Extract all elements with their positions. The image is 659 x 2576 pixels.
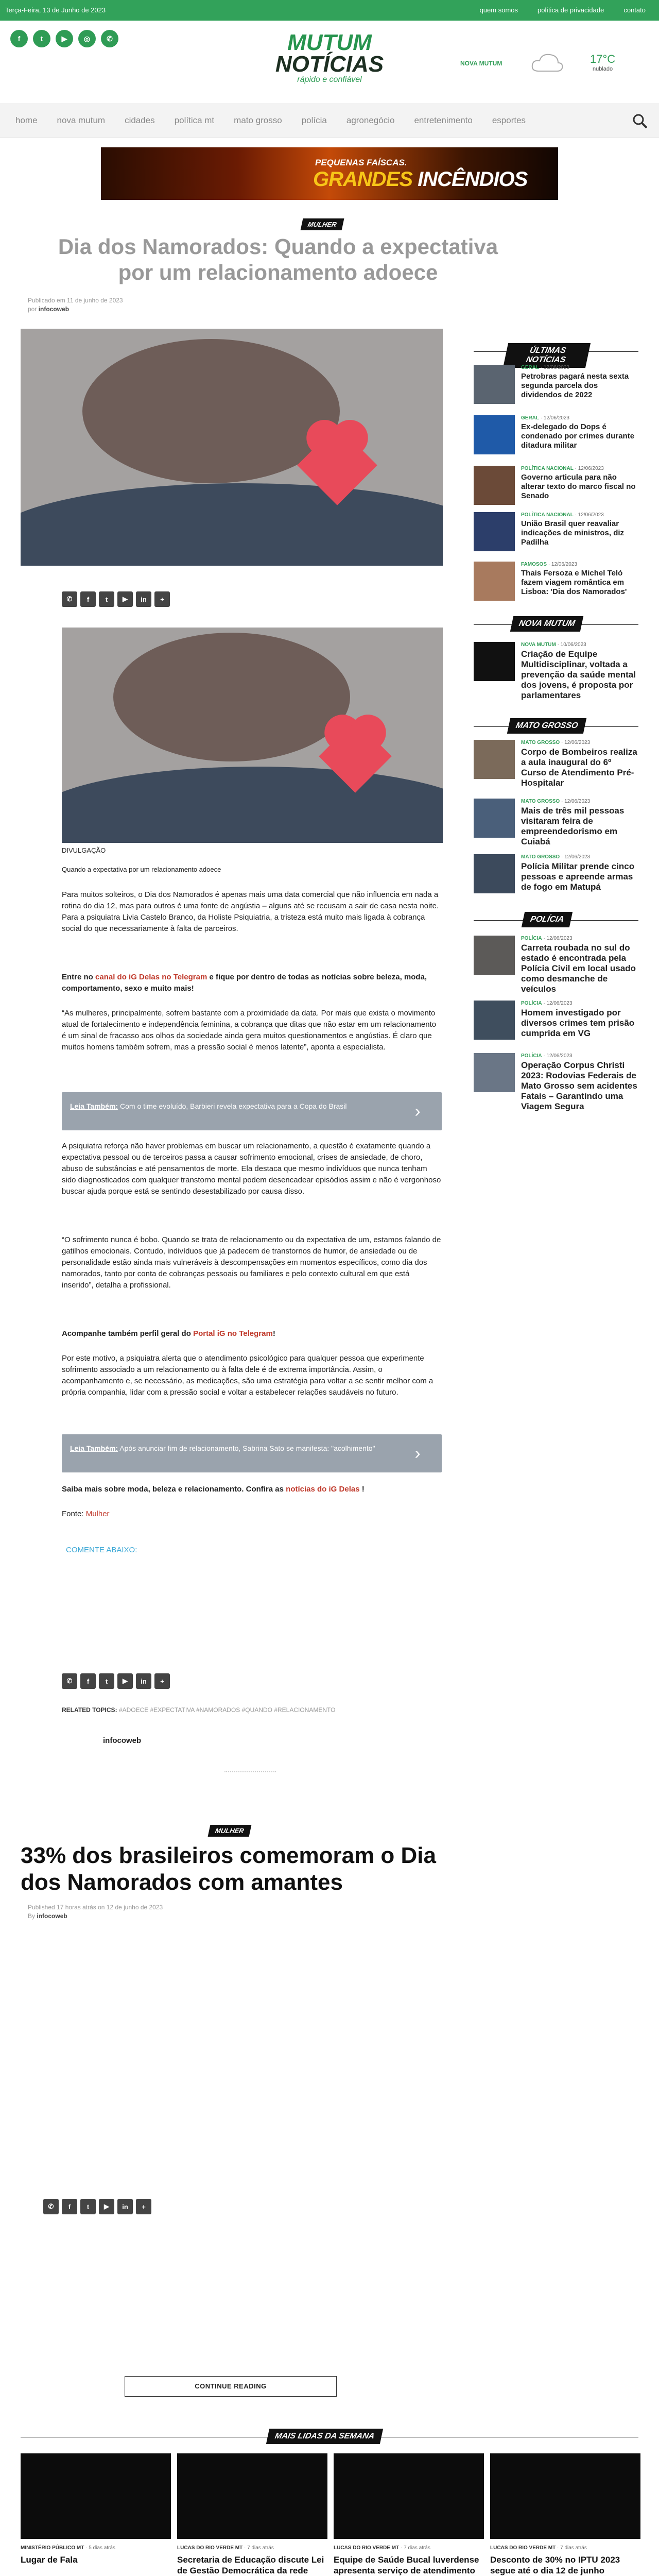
article2-meta	[28, 1903, 163, 1921]
author-link[interactable]: infocoweb	[38, 306, 70, 313]
thumbnail	[474, 854, 515, 893]
sidebar-nova-heading: NOVA MUTUM	[506, 616, 588, 632]
nav-esportes[interactable]: esportes	[492, 115, 526, 125]
most-read-meta: LUCAS DO RIO VERDE MT · 7 dias atrás	[334, 2545, 430, 2551]
thumbnail	[474, 1001, 515, 1040]
logo-line1: MUTUM	[287, 30, 372, 55]
related-box-2[interactable]	[62, 1434, 442, 1472]
author-link[interactable]: infocoweb	[37, 1912, 67, 1920]
comments-heading: COMENTE ABAIXO:	[66, 1546, 137, 1554]
sidebar-item[interactable]: POLÍCIA · 12/06/2023 Carreta roubada no sul do estado é encontrada pela Polícia Civil em local usado como desmanche de veículos	[474, 936, 638, 997]
sidebar-item-title: Polícia Militar prende cinco pessoas e apreende armas de fogo em Matupá	[521, 861, 635, 892]
sidebar-ultimas-heading: ÚLTIMAS NOTÍCIAS	[506, 343, 588, 368]
paragraph-1: Para muitos solteiros, o Dia dos Namorados é apenas mais uma data comercial que não influencia em nada a rotina do dia 12, mas para outros é uma fonte de angústia – alguns até se recusam a sair de casa nesta noite. Para a psiquiatra Livia Castelo Branco, da Holiste Psiquiatria, a tristeza está muito mais ligada à cobrança social do que necessariamente à falta de parceiros.	[62, 890, 439, 933]
related-text: Após anunciar fim de relacionamento, Sabrina Sato se manifesta: "acolhimento"	[119, 1444, 375, 1452]
ad-banner[interactable]	[101, 147, 558, 200]
nav-entretenimento[interactable]: entretenimento	[414, 115, 473, 125]
top-link-privacidade[interactable]: política de privacidade	[537, 6, 604, 14]
share-bar-article2	[43, 2199, 151, 2214]
top-links	[480, 6, 646, 14]
weather-widget	[590, 53, 615, 72]
author-box-name[interactable]: infocoweb	[103, 1736, 142, 1745]
facebook-icon[interactable]: f	[80, 591, 96, 607]
plus-icon[interactable]: +	[154, 1673, 170, 1689]
nav-policia[interactable]: polícia	[301, 115, 327, 125]
ad-line2a: GRANDES	[313, 168, 413, 191]
cloud-icon	[529, 50, 565, 74]
thumbnail	[474, 642, 515, 681]
thumbnail	[474, 466, 515, 505]
sidebar-policia-heading: POLÍCIA	[506, 912, 588, 927]
ig-delas-link[interactable]: notícias do iG Delas	[286, 1485, 360, 1494]
most-read-title[interactable]: Secretaria de Educação discute Lei de Gestão Democrática da rede	[177, 2555, 324, 2575]
sidebar-item-title: Mais de três mil pessoas visitaram feira de empreendedorismo em Cuiabá	[521, 806, 625, 846]
site-logo[interactable]	[263, 32, 396, 84]
sidebar-item[interactable]: POLÍCIA · 12/06/2023 Homem investigado por diversos crimes tem prisão cumprida em VG	[474, 1001, 638, 1047]
ad-line1: PEQUENAS FAÍSCAS.	[315, 158, 407, 167]
weather-condition: nublado	[593, 66, 613, 72]
most-read-image[interactable]	[21, 2453, 171, 2539]
sidebar-item[interactable]: MATO GROSSO · 12/06/2023 Polícia Militar prende cinco pessoas e apreende armas de fogo em Matupá	[474, 854, 638, 906]
telegram-link[interactable]: canal do iG Delas no Telegram	[95, 973, 207, 981]
source-link[interactable]: Mulher	[85, 1510, 110, 1518]
sidebar-item[interactable]: MATO GROSSO · 12/06/2023 Corpo de Bombeiros realiza a aula inaugural do 6º Curso de Atendimento Pré-Hospitalar	[474, 740, 638, 791]
thumbnail	[474, 740, 515, 779]
paragraph-6: Acompanhe também perfil geral do Portal iG no Telegram!	[62, 1329, 275, 1338]
chevron-right-icon: ›	[414, 1101, 421, 1121]
featured-image	[21, 329, 443, 566]
top-link-contato[interactable]: contato	[623, 6, 646, 14]
related-label: Leia Também:	[70, 1444, 118, 1452]
category-badge: MULHER	[301, 218, 344, 230]
chevron-right-icon: ›	[414, 1444, 421, 1463]
share-bar-top	[62, 591, 170, 607]
nav-nova-mutum[interactable]: nova mutum	[57, 115, 106, 125]
sidebar-item-title: Operação Corpus Christi 2023: Rodovias Federais de Mato Grosso sem acidentes Fatais – Garantindo uma Viagem Segura	[521, 1060, 637, 1111]
top-bar	[0, 0, 659, 21]
by-label: By	[28, 1912, 36, 1920]
nav-mato-grosso[interactable]: mato grosso	[234, 115, 282, 125]
sidebar-item-title: Thais Fersoza e Michel Teló fazem viagem romântica em Lisboa: 'Dia dos Namorados'	[521, 569, 627, 596]
whatsapp-icon[interactable]: ✆	[43, 2199, 59, 2214]
facebook-icon[interactable]: f	[62, 2199, 77, 2214]
plus-icon[interactable]: +	[136, 2199, 151, 2214]
article2-title[interactable]: 33% dos brasileiros comemoram o Dia dos Namorados com amantes	[21, 1843, 436, 1895]
sidebar-item[interactable]: POLÍTICA NACIONAL · 12/06/2023 União Brasil quer reavaliar indicações de ministros, diz Padilha	[474, 512, 638, 553]
twitter-icon[interactable]: t	[99, 591, 114, 607]
article-meta	[28, 296, 123, 314]
nav-agronegocio[interactable]: agronegócio	[346, 115, 395, 125]
most-read-meta: LUCAS DO RIO VERDE MT · 7 dias atrás	[177, 2545, 274, 2551]
ad-line2	[313, 168, 527, 191]
sidebar-item[interactable]: GERAL · 12/06/2023 Ex-delegado do Dops é condenado por crimes durante ditadura militar	[474, 415, 638, 456]
continue-reading-button[interactable]: CONTINUE READING	[125, 2376, 337, 2397]
ad-line2b: INCÊNDIOS	[418, 168, 528, 191]
related-label: Leia Também:	[70, 1102, 118, 1110]
facebook-icon[interactable]: f	[80, 1673, 96, 1689]
most-read-meta: MINISTÉRIO PÚBLICO MT · 5 dias atrás	[21, 2545, 115, 2551]
paragraph-5: “O sofrimento nunca é bobo. Quando se trata de relacionamento ou da expectativa de um, estamos falando de gatilhos emocionais. Contudo, indivíduos que já padecem de transtornos de humor, de ansiedade ou de personalidade estão ainda mais vulneráveis à descompensações em momentos específicos, como dia dos namorados, tanto por conta de cobranças pessoais ou familiares e pelo contexto cultural em que está inserido”, detalha a profissional.	[62, 1235, 441, 1290]
whatsapp-icon[interactable]: ✆	[62, 591, 77, 607]
instagram-icon[interactable]: ◎	[78, 30, 96, 47]
nav-politica-mt[interactable]: política mt	[174, 115, 215, 125]
top-link-quem-somos[interactable]: quem somos	[479, 6, 518, 14]
sidebar-mt-heading: MATO GROSSO	[506, 718, 588, 734]
image-caption: Quando a expectativa por um relacionamento adoece	[62, 866, 221, 873]
thumbnail	[474, 799, 515, 838]
most-read-meta: LUCAS DO RIO VERDE MT · 7 dias atrás	[490, 2545, 587, 2551]
article-image	[62, 628, 443, 843]
most-read-image[interactable]	[334, 2453, 484, 2539]
tags-list[interactable]: #ADOECE #EXPECTATIVA #NAMORADOS #QUANDO #RELACIONAMENTO	[118, 1706, 336, 1714]
youtube-icon[interactable]: ▶	[99, 2199, 114, 2214]
sidebar-item-title: Governo articula para não alterar texto do marco fiscal no Senado	[521, 473, 636, 500]
main-nav	[0, 103, 659, 138]
sidebar-item[interactable]: FAMOSOS · 12/06/2023 Thais Fersoza e Michel Teló fazem viagem romântica em Lisboa: 'Dia dos Namorados'	[474, 562, 638, 603]
separator	[224, 1771, 276, 1773]
sidebar-item-title: Carreta roubada no sul do estado é encontrada pela Polícia Civil em local usado como desmanche de veículos	[521, 943, 636, 994]
weather-temp: 17°C	[590, 53, 616, 65]
logo-tagline: rápido e confiável	[297, 75, 362, 84]
sidebar-item[interactable]: NOVA MUTUM · 10/06/2023 Criação de Equipe Multidisciplinar, voltada a prevenção da saúde mental dos jovens, é proposta por parlamentares	[474, 642, 638, 699]
current-date: Terça-Feira, 13 de Junho de 2023	[5, 6, 106, 14]
sidebar-item[interactable]: POLÍCIA · 12/06/2023 Operação Corpus Christi 2023: Rodovias Federais de Mato Grosso sem acidentes Fatais – Garantindo uma Viagem Segura	[474, 1053, 638, 1115]
sidebar-item-title: Petrobras pagará nesta sexta segunda parcela dos dividendos de 2022	[521, 372, 629, 399]
thumbnail	[474, 936, 515, 975]
paragraph-3: “As mulheres, principalmente, sofrem bastante com a proximidade da data. Por mais que exista o movimento atual de fortalecimento e independência feminina, a cobrança que ditas que não estar em um relacionamento é um sinal de fracasso aos olhos da sociedade ainda gera muitos questionamentos e angústias. É claro que muitos homens também sofrem, mas a pressão social é menos latente”, aponta a especialista.	[62, 1009, 437, 1052]
social-links	[10, 30, 118, 47]
paragraph-7: Por este motivo, a psiquiatra alerta que o atendimento psicológico para qualquer pessoa que experimente sofrimento associado a um relacionamento ou à falta dele é de extrema importância. Assim, o acompanhamento e, se necessário, as medicações, são uma estratégia para voltar a se sentir melhor com a própria companhia, lidar com a pressão social e voltar a estabelecer relações saudáveis no futuro.	[62, 1354, 433, 1397]
search-icon[interactable]	[632, 113, 648, 129]
twitter-icon[interactable]: t	[33, 30, 50, 47]
thumbnail	[474, 365, 515, 404]
nav-cidades[interactable]: cidades	[125, 115, 155, 125]
twitter-icon[interactable]: t	[80, 2199, 96, 2214]
facebook-icon[interactable]: f	[10, 30, 28, 47]
thumbnail	[474, 1053, 515, 1092]
header-nova-mutum-link[interactable]: NOVA MUTUM	[460, 60, 502, 67]
whatsapp-icon[interactable]: ✆	[62, 1673, 77, 1689]
nav-home[interactable]: home	[15, 115, 38, 125]
related-box-1[interactable]	[62, 1092, 442, 1130]
article-category[interactable]	[302, 218, 343, 230]
thumbnail	[474, 512, 515, 551]
by-label: por	[28, 306, 37, 313]
most-read-title[interactable]: Lugar de Fala	[21, 2555, 78, 2565]
whatsapp-icon[interactable]: ✆	[101, 30, 118, 47]
youtube-icon[interactable]: ▶	[56, 30, 73, 47]
related-text: Com o time evoluído, Barbieri revela expectativa para a Copa do Brasil	[120, 1102, 347, 1110]
most-read-title[interactable]: Desconto de 30% no IPTU 2023 segue até o dia 12 de junho	[490, 2555, 620, 2575]
share-bar-bottom	[62, 1673, 170, 1689]
sidebar-item-title: União Brasil quer reavaliar indicações de ministros, diz Padilha	[521, 519, 625, 547]
youtube-icon[interactable]: ▶	[117, 591, 133, 607]
most-read-image[interactable]	[490, 2453, 640, 2539]
twitter-icon[interactable]: t	[99, 1673, 114, 1689]
category-badge: MULHER	[208, 1825, 251, 1837]
most-read-heading: MAIS LIDAS DA SEMANA	[268, 2429, 381, 2444]
published-date: Publicado em 11 de junho de 2023	[28, 297, 123, 304]
source-line: Fonte: Mulher	[62, 1510, 110, 1518]
sidebar-item[interactable]: GERAL · 12/06/2023 Petrobras pagará nesta sexta segunda parcela dos dividendos de 2022	[474, 365, 638, 406]
paragraph-2: Entre no canal do iG Delas no Telegram e fique por dentro de todas as notícias sobre beleza, moda, comportamento, sexo e muito mais!	[62, 973, 427, 993]
sidebar-item-title: Corpo de Bombeiros realiza a aula inaugural do 6º Curso de Atendimento Pré-Hospitalar	[521, 747, 637, 788]
linkedin-icon[interactable]: in	[136, 1673, 151, 1689]
sidebar-item-title: Criação de Equipe Multidisciplinar, voltada a prevenção da saúde mental dos jovens, é proposta por parlamentares	[521, 649, 636, 700]
article-title: Dia dos Namorados: Quando a expectativa por um relacionamento adoece	[58, 234, 498, 284]
thumbnail	[474, 415, 515, 454]
image-credit: DIVULGAÇÃO	[62, 846, 106, 854]
portal-ig-link[interactable]: Portal iG no Telegram	[193, 1329, 273, 1338]
tags-label: RELATED TOPICS:	[62, 1706, 117, 1714]
paragraph-8: Saiba mais sobre moda, beleza e relacionamento. Confira as notícias do iG Delas !	[62, 1485, 365, 1494]
youtube-icon[interactable]: ▶	[117, 1673, 133, 1689]
most-read-image[interactable]	[177, 2453, 327, 2539]
published-date: Published 17 horas atrás on 12 de junho de 2023	[28, 1904, 163, 1911]
sidebar-item[interactable]: MATO GROSSO · 12/06/2023 Mais de três mil pessoas visitaram feira de empreendedorismo em Cuiabá	[474, 799, 638, 850]
most-read-title[interactable]: Equipe de Saúde Bucal luverdense apresenta serviço de atendimento	[334, 2555, 479, 2575]
linkedin-icon[interactable]: in	[136, 591, 151, 607]
thumbnail	[474, 562, 515, 601]
paragraph-4: A psiquiatra reforça não haver problemas em buscar um relacionamento, a questão é exatamente quando a expectativa pessoal ou de terceiros passa a causar sofrimento emocional, crises de ansiedade, de choro, abuso de substâncias e até pensamentos de morte. Ela destaca que mesmo indivíduos que nunca tenham sido diagnosticados com qualquer transtorno mental podem desencadear episódios assim e não é vergonhoso buscar ajuda porque está se sentindo desestabilizado por causa disso.	[62, 1142, 441, 1196]
sidebar-item[interactable]: POLÍTICA NACIONAL · 12/06/2023 Governo articula para não alterar texto do marco fiscal no Senado	[474, 466, 638, 507]
sidebar-item-title: Homem investigado por diversos crimes tem prisão cumprida em VG	[521, 1008, 635, 1038]
article2-category[interactable]	[209, 1825, 250, 1837]
sidebar-item-title: Ex-delegado do Dops é condenado por crimes durante ditadura militar	[521, 422, 635, 450]
plus-icon[interactable]: +	[154, 591, 170, 607]
linkedin-icon[interactable]: in	[117, 2199, 133, 2214]
related-topics	[62, 1706, 335, 1714]
logo-line2: NOTÍCIAS	[275, 52, 384, 77]
